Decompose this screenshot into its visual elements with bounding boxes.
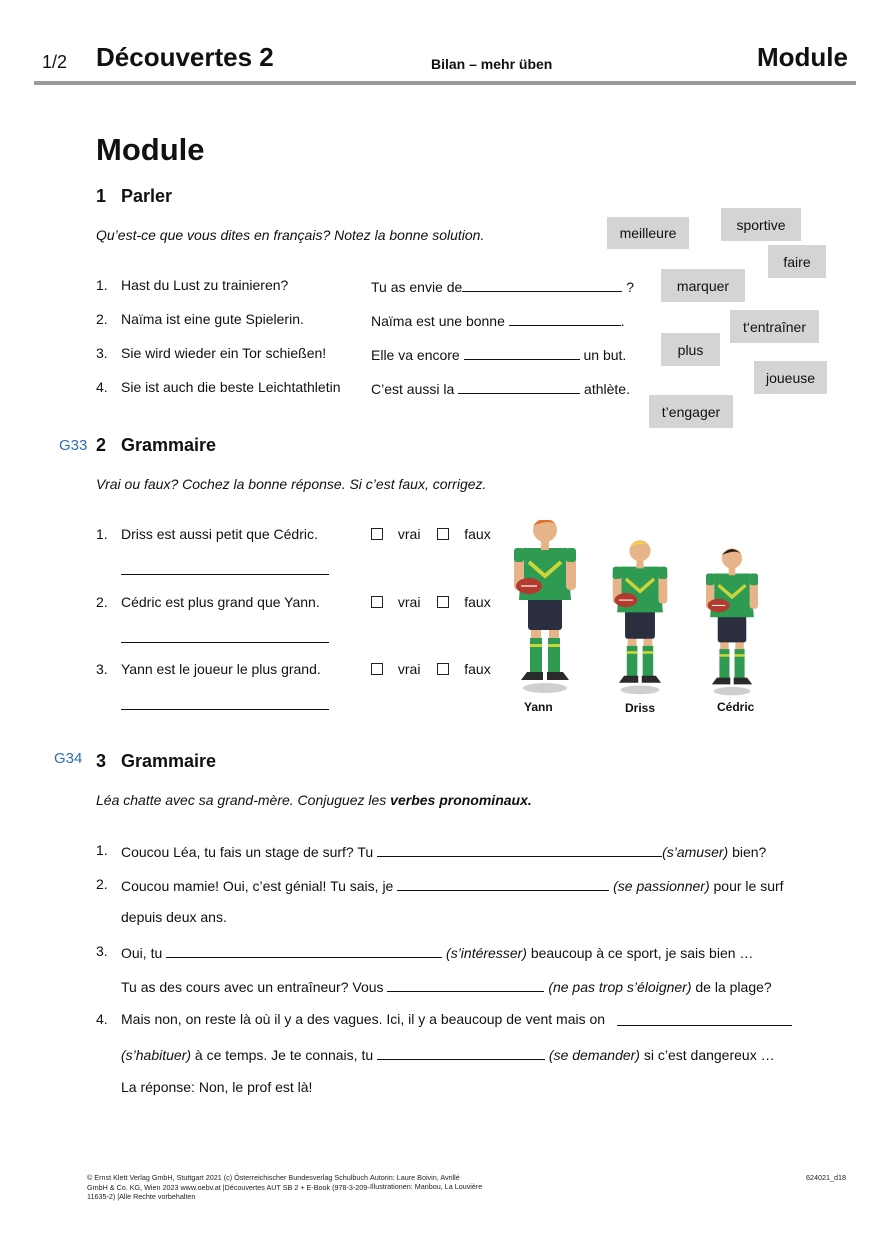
page-title: Module (96, 132, 205, 167)
section1-instruction: Qu’est-ce que vous dites en français? Notez la bonne solution. (96, 227, 485, 243)
word-chip[interactable]: t’engager (649, 395, 733, 428)
s3-item3-hint2: (ne pas trop s’éloigner) (548, 979, 692, 995)
s1-item4-number: 4. (96, 379, 108, 395)
vrai-label: vrai (397, 661, 421, 677)
s2-item2-statement: Cédric est plus grand que Yann. (121, 594, 320, 610)
book-title: Découvertes 2 (96, 42, 274, 72)
word-chip[interactable]: joueuse (754, 361, 827, 394)
s2-item3-choices (371, 661, 491, 677)
s1-item2-french-before: Naïma est une bonne (371, 313, 505, 329)
section3-grammar-ref: G34 (54, 750, 83, 767)
section3-instruction (96, 792, 532, 808)
s3-item3-answer-blank-2[interactable] (387, 977, 544, 992)
s1-item2-number: 2. (96, 311, 108, 327)
s3-item3-text: Oui, tu (121, 945, 163, 961)
section3-instruction-text: Léa chatte avec sa grand-mère. Conjuguez les (96, 792, 391, 808)
faux-label: faux (464, 661, 491, 677)
s2-item3-statement: Yann est le joueur le plus grand. (121, 661, 321, 677)
s2-item3-vrai-checkbox[interactable] (371, 663, 383, 675)
s1-item1-french-after: ? (626, 279, 635, 295)
header-module: Module (757, 42, 848, 72)
s3-item4-number: 4. (96, 1011, 108, 1027)
word-chip[interactable]: meilleure (607, 217, 689, 249)
s3-item4-hint2: (se demander) (548, 1047, 640, 1063)
s3-item4-hint: (s’habituer) (121, 1047, 192, 1063)
s3-item1-answer-blank[interactable] (377, 842, 662, 857)
player-label-driss: Driss (625, 701, 656, 715)
section3-title: Grammaire (121, 751, 217, 771)
s3-item3-hint: (s’intéresser) (446, 945, 527, 961)
section2-title: Grammaire (121, 435, 217, 455)
s3-item3-text-after: beaucoup à ce sport, je sais bien … (526, 945, 754, 961)
s2-item1-vrai-checkbox[interactable] (371, 528, 383, 540)
s3-item4-answer-blank-2[interactable] (377, 1045, 545, 1060)
s2-item2-vrai-checkbox[interactable] (371, 596, 383, 608)
section2-instruction: Vrai ou faux? Cochez la bonne réponse. Si c’est faux, corrigez. (96, 476, 487, 492)
s3-item3-line2 (121, 977, 772, 995)
section3-number: 3 (96, 751, 107, 771)
s1-item4-answer-blank[interactable] (458, 379, 580, 394)
section2-number: 2 (96, 435, 107, 455)
s1-item2-french-after: . (620, 313, 625, 329)
s1-item4-french (371, 379, 630, 397)
s2-item2-number: 2. (96, 594, 108, 610)
word-chip[interactable]: plus (661, 333, 720, 366)
s3-item2-text: Coucou mamie! Oui, c’est génial! Tu sais, je (121, 878, 394, 894)
section3-instruction-bold: verbes pronominaux. (390, 792, 532, 808)
s3-item3-line (121, 943, 753, 961)
footer-copyright: © Ernst Klett Verlag GmbH, Stuttgart 2021 (c) Österreichischer Bundesverlag Schulbuch GmbH & Co. KG, Wien 2023 www.oebv.at |Découvertes AUT SB 2 + E-Book (978-3-209-11635-2) |Alle Rechte vorbehalten (87, 1173, 370, 1201)
s3-item1-text-after: bien? (728, 844, 767, 860)
s2-item3-correction-line[interactable] (121, 709, 329, 710)
s1-item1-french-before: Tu as envie de (371, 279, 463, 295)
s2-item1-number: 1. (96, 526, 108, 542)
s2-item1-statement: Driss est aussi petit que Cédric. (121, 526, 318, 542)
player-cedric (706, 548, 758, 695)
s2-item1-correction-line[interactable] (121, 574, 329, 575)
vrai-label: vrai (397, 594, 421, 610)
player-yann (514, 520, 576, 693)
header-subtitle: Bilan – mehr üben (431, 56, 553, 72)
players-illustration (500, 520, 790, 705)
s2-item3-number: 3. (96, 661, 108, 677)
s3-item3-text2-after: de la plage? (691, 979, 772, 995)
s1-item2-answer-blank[interactable] (509, 311, 621, 326)
s3-item2-line (121, 876, 784, 894)
s3-item2-number: 2. (96, 876, 108, 892)
header-divider (34, 81, 856, 85)
s2-item2-faux-checkbox[interactable] (437, 596, 449, 608)
s1-item2-french (371, 311, 625, 329)
s2-item2-correction-line[interactable] (121, 642, 329, 643)
s1-item3-french-after: un but. (583, 347, 627, 363)
section1-number: 1 (96, 186, 107, 206)
s3-item2-text-after: pour le surf (709, 878, 784, 894)
s1-item1-german: Hast du Lust zu trainieren? (121, 277, 289, 293)
section1-title: Parler (121, 186, 173, 206)
s3-item4-line2 (121, 1045, 775, 1063)
word-chip[interactable]: faire (768, 245, 826, 278)
vrai-label: vrai (397, 526, 421, 542)
footer-illustrations: Illustrationen: Manbou, La Louvière (370, 1182, 483, 1191)
s1-item4-french-before: C’est aussi la (371, 381, 455, 397)
s1-item3-german: Sie wird wieder ein Tor schießen! (121, 345, 327, 361)
s3-item4-text: Mais non, on reste là où il y a des vagues. Ici, il y a beaucoup de vent mais on (121, 1011, 606, 1027)
s1-item2-german: Naïma ist eine gute Spielerin. (121, 311, 304, 327)
s1-item4-german: Sie ist auch die beste Leichtathletin (121, 379, 341, 395)
faux-label: faux (464, 526, 491, 542)
s1-item4-french-after: athlète. (584, 381, 630, 397)
s3-item2-continuation: depuis deux ans. (121, 909, 227, 925)
player-label-yann: Yann (524, 700, 553, 714)
footer-code: 624021_d18 (806, 1173, 846, 1182)
page-number: 1/2 (42, 52, 68, 72)
footer-author: Autorin: Laure Boivin, Avrillé (370, 1173, 460, 1182)
s3-item1-hint: (s’amuser) (662, 844, 729, 860)
faux-label: faux (464, 594, 491, 610)
s3-item4-text2-after: si c’est dangereux … (639, 1047, 775, 1063)
s2-item3-faux-checkbox[interactable] (437, 663, 449, 675)
s2-item2-choices (371, 594, 491, 610)
s3-item1-text: Coucou Léa, tu fais un stage de surf? Tu (121, 844, 374, 860)
s3-item2-answer-blank[interactable] (397, 876, 609, 891)
s3-item3-text2: Tu as des cours avec un entraîneur? Vous (121, 979, 384, 995)
s1-item1-answer-blank[interactable] (462, 277, 622, 292)
s1-item1-french (371, 277, 634, 295)
s3-item4-text2: à ce temps. Je te connais, tu (191, 1047, 374, 1063)
player-label-cedric: Cédric (717, 700, 755, 714)
player-driss (613, 540, 668, 694)
s1-item1-number: 1. (96, 277, 108, 293)
s1-item3-number: 3. (96, 345, 108, 361)
s3-item3-number: 3. (96, 943, 108, 959)
word-chip[interactable]: sportive (721, 208, 801, 241)
s3-item4-answer-blank[interactable] (617, 1025, 792, 1026)
s3-item4-answer-line: La réponse: Non, le prof est là! (121, 1079, 313, 1095)
s2-item1-choices (371, 526, 491, 542)
word-chip[interactable]: t‘entraîner (730, 310, 819, 343)
s3-item1-number: 1. (96, 842, 108, 858)
word-chip[interactable]: marquer (661, 269, 745, 302)
s2-item1-faux-checkbox[interactable] (437, 528, 449, 540)
s1-item3-french (371, 345, 626, 363)
section2-grammar-ref: G33 (59, 437, 88, 454)
s1-item3-french-before: Elle va encore (371, 347, 460, 363)
s3-item3-answer-blank[interactable] (166, 943, 442, 958)
s1-item3-answer-blank[interactable] (464, 345, 580, 360)
s3-item2-hint: (se passionner) (613, 878, 710, 894)
s3-item1-line (121, 842, 766, 860)
